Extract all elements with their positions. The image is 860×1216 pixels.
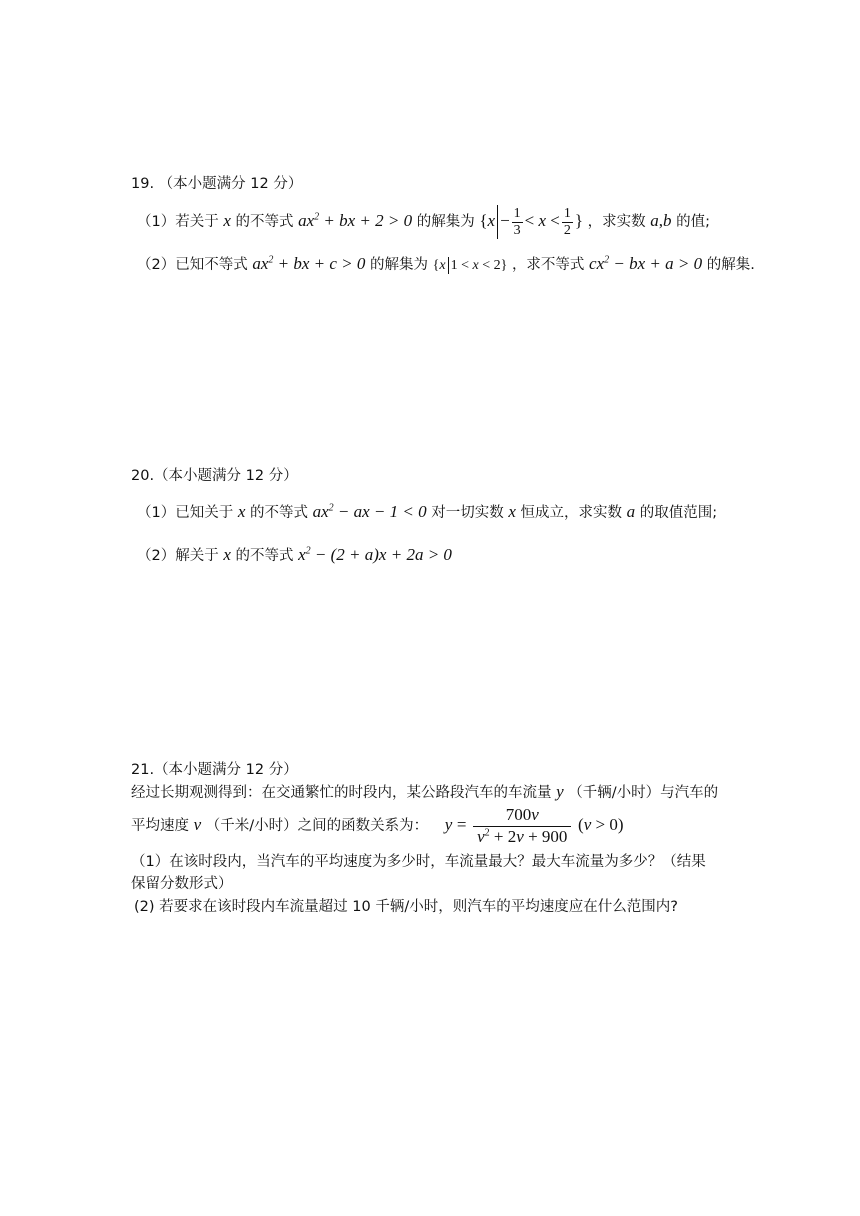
math-var: x [508,502,516,521]
q19-p1-suffix: 的值; [676,214,711,230]
math-set: {x − $\frac{1}{3}$ < x < $\frac{1}{2}$ } [479,205,584,238]
math-var: v [193,815,202,834]
q21-part1-line1: （1）在该时段内，当汽车的平均速度为多少时，车流量最大？最大车流量为多少？（结果 [131,854,706,870]
math-inequality: $ax^2$ − ax − 1 < 0 [312,502,427,521]
math-var: y [556,782,564,801]
math-var: x [223,211,231,230]
q19-p1-prefix: （1）若关于 [137,214,219,230]
math-var: a [626,502,636,521]
q19-p2-mid2: ，求不等式 [511,257,585,273]
math-inequality: $ax^2$ + bx + c > 0 [252,254,366,273]
q19-p1-mid2: 的解集为 [416,214,475,230]
q19-p1-mid3: ，求实数 [587,214,646,230]
q20-p1-suffix: 的取值范围; [639,505,718,521]
q19-p2-suffix: 的解集. [706,257,755,273]
math-vars-ab: a [650,211,659,230]
math-inequality: $ax^2$ + bx + 2 > 0 [298,211,413,230]
q21-heading: 21.（本小题满分 12 分） [131,762,298,778]
q20-p1-prefix: （1）已知关于 [137,505,234,521]
math-var: x [223,545,231,564]
q21-intro1b: （千辆/小时）与汽车的 [568,785,719,801]
q21-intro2b: （千米/小时）之间的函数关系为： [205,818,429,834]
q19-p2-prefix: （2）已知不等式 [137,257,248,273]
q20-heading: 20.（本小题满分 12 分） [131,468,298,484]
q20-p1-mid1: 的不等式 [250,505,308,521]
math-var: x [237,502,246,521]
q19-p1-mid1: 的不等式 [235,214,294,230]
q21-intro-line1 [131,782,718,803]
q20-p2-prefix: （2）解关于 [137,548,219,564]
q19-p2-mid1: 的解集为 [370,257,429,273]
math-function: y = $\frac{700v}{v^2 + 2v + 900}$ (v > 0) [444,804,624,846]
q21-intro-line2 [131,804,623,848]
q20-part2 [137,545,452,566]
q20-p1-mid2: 对一切实数 [431,505,504,521]
q20-p1-mid3: 恒成立，求实数 [520,505,622,521]
q21-intro2a: 平均速度 [131,818,189,834]
q19-part2 [137,254,755,276]
q21-part2: (2) 若要求在该时段内车流量超过 10 千辆/小时，则汽车的平均速度应在什么范围内? [134,899,678,915]
math-inequality: $cx^2$ − bx + a > 0 [589,254,703,273]
q20-part1 [137,502,717,523]
q19-part1: （1）若关于 x 的不等式 $ax^2$ + bx + 2 > 0 的解集为 {x − $\frac{1}{3}$ < x < $\frac{1}{2}$ } ，求实数 a,b 的值; [137,205,711,238]
math-inequality: $x^2 - (2 + a)x + 2a > 0$ [298,545,452,564]
q19-heading: 19. （本小题满分 12 分） [131,176,303,192]
q20-p2-mid1: 的不等式 [235,548,294,564]
q21-intro1a: 经过长期观测得到：在交通繁忙的时段内，某公路段汽车的车流量 [131,785,552,801]
q21-part1-line2: 保留分数形式） [131,876,233,892]
math-set: {x 1 < x < 2} [432,258,508,273]
